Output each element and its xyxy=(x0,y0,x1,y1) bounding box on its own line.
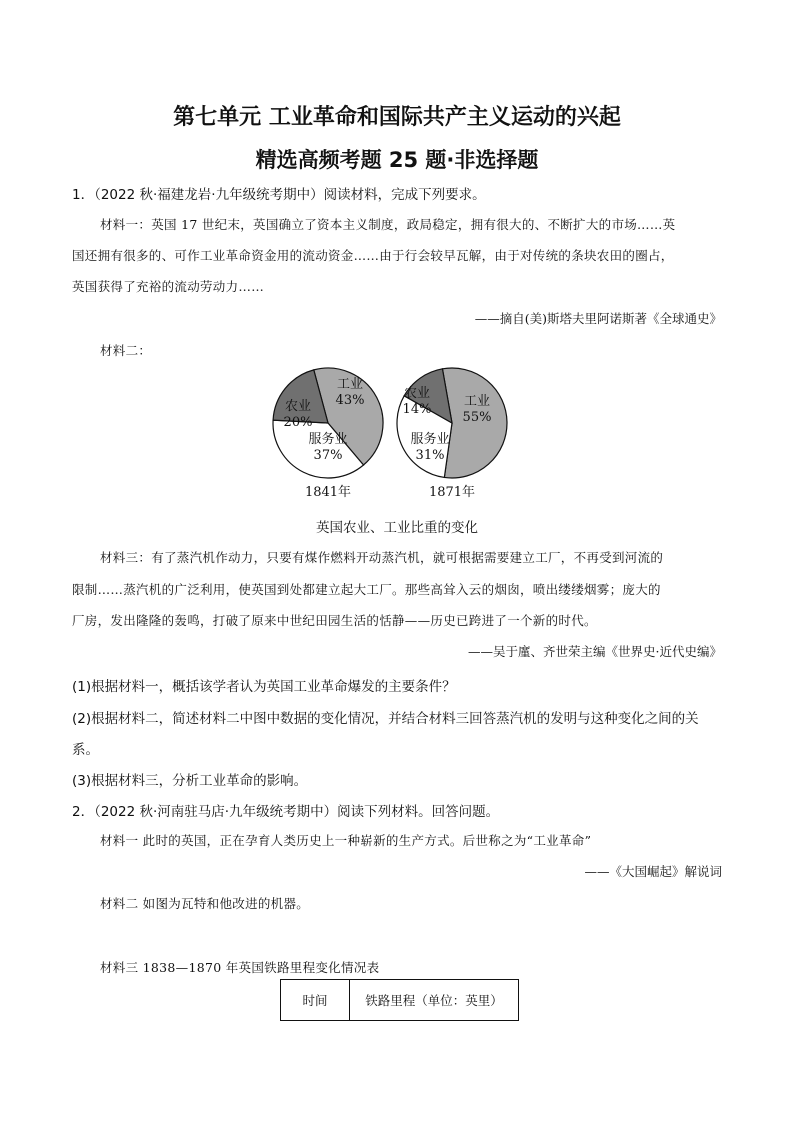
page-title: 第七单元 工业革命和国际共产主义运动的兴起 xyxy=(173,105,621,130)
pie-label-name: 工业 xyxy=(336,377,364,392)
q1-subquestion-2-line-1: (2)根据材料二，简述材料二中图中数据的变化情况，并结合材料三回答蒸汽机的发明与这种变化之间的关 xyxy=(72,711,699,727)
q1-material-3-line-1: 材料三：有了蒸汽机作动力，只要有煤作燃料开动蒸汽机，就可根据需要建立工厂，不再受到河流的 xyxy=(100,550,664,565)
q2-material-1: 材料一 此时的英国，正在孕育人类历史上一种崭新的生产方式。后世称之为“工业革命” xyxy=(100,833,592,848)
table-header-time: 时间 xyxy=(281,980,350,1021)
pie-label-name: 服务业 xyxy=(410,432,450,447)
pie-label-name: 服务业 xyxy=(308,432,348,447)
table-header-mileage: 铁路里程（单位：英里） xyxy=(350,980,519,1021)
q1-material-1-line-2: 国还拥有很多的、可作工业革命资金用的流动资金……由于行会较早瓦解，由于对传统的条块农田的圈占， xyxy=(72,248,674,263)
q1-material-3-source: ——吴于廑、齐世荣主编《世界史·近代史编》 xyxy=(468,644,722,659)
pie-year-label: 1841年 xyxy=(304,485,352,500)
pie-label-name: 农业 xyxy=(284,399,312,414)
question-1-stem: 1．（2022 秋·福建龙岩·九年级统考期中）阅读材料，完成下列要求。 xyxy=(72,187,486,203)
q2-material-2: 材料二 如图为瓦特和他改进的机器。 xyxy=(100,896,310,911)
pie-year-label: 1871年 xyxy=(428,485,476,500)
pie-label-value: 43% xyxy=(335,393,365,408)
pie-label-name: 农业 xyxy=(403,386,431,401)
chart-caption: 英国农业、工业比重的变化 xyxy=(316,520,478,536)
pie-label-value: 55% xyxy=(462,410,492,425)
pie-label-value: 31% xyxy=(415,448,445,463)
q2-material-1-source: ——《大国崛起》解说词 xyxy=(584,864,722,879)
q1-material-1-source: ——摘自(美)斯塔夫里阿诺斯著《全球通史》 xyxy=(474,311,722,326)
q1-material-2-label: 材料二： xyxy=(100,343,152,358)
question-2-stem: 2．（2022 秋·河南驻马店·九年级统考期中）阅读下列材料。回答问题。 xyxy=(72,804,500,820)
q1-material-3-line-2: 限制……蒸汽机的广泛利用，使英国到处都建立起大工厂。那些高耸入云的烟囱，喷出缕缕烟雾；庞大的 xyxy=(72,582,661,597)
q2-material-3: 材料三 1838—1870 年英国铁路里程变化情况表 xyxy=(100,960,380,975)
pie-1841年 xyxy=(273,368,383,500)
pie-charts xyxy=(270,360,530,510)
q1-subquestion-2-line-2: 系。 xyxy=(72,742,99,758)
q1-material-3-line-3: 厂房，发出隆隆的轰鸣，打破了原来中世纪田园生活的恬静——历史已跨进了一个新的时代。 xyxy=(72,613,597,628)
page-subtitle: 精选高频考题 25 题·非选择题 xyxy=(255,148,539,172)
q1-subquestion-1: (1)根据材料一，概括该学者认为英国工业革命爆发的主要条件？ xyxy=(72,679,456,695)
pie-label-name: 工业 xyxy=(463,394,491,409)
pie-label-value: 37% xyxy=(313,448,343,463)
pie-label-value: 20% xyxy=(283,415,313,430)
q1-material-1-line-3: 英国获得了充裕的流动劳动力…… xyxy=(72,279,265,294)
pie-label-value: 14% xyxy=(402,402,432,417)
table-header-row xyxy=(281,980,519,1021)
q1-subquestion-3: (3)根据材料三，分析工业革命的影响。 xyxy=(72,773,308,789)
q1-material-1-line-1: 材料一：英国 17 世纪末，英国确立了资本主义制度，政局稳定，拥有很大的、不断扩大的市场……英 xyxy=(100,217,676,232)
railway-mileage-table xyxy=(280,979,519,1021)
pie-1871年 xyxy=(397,368,507,500)
